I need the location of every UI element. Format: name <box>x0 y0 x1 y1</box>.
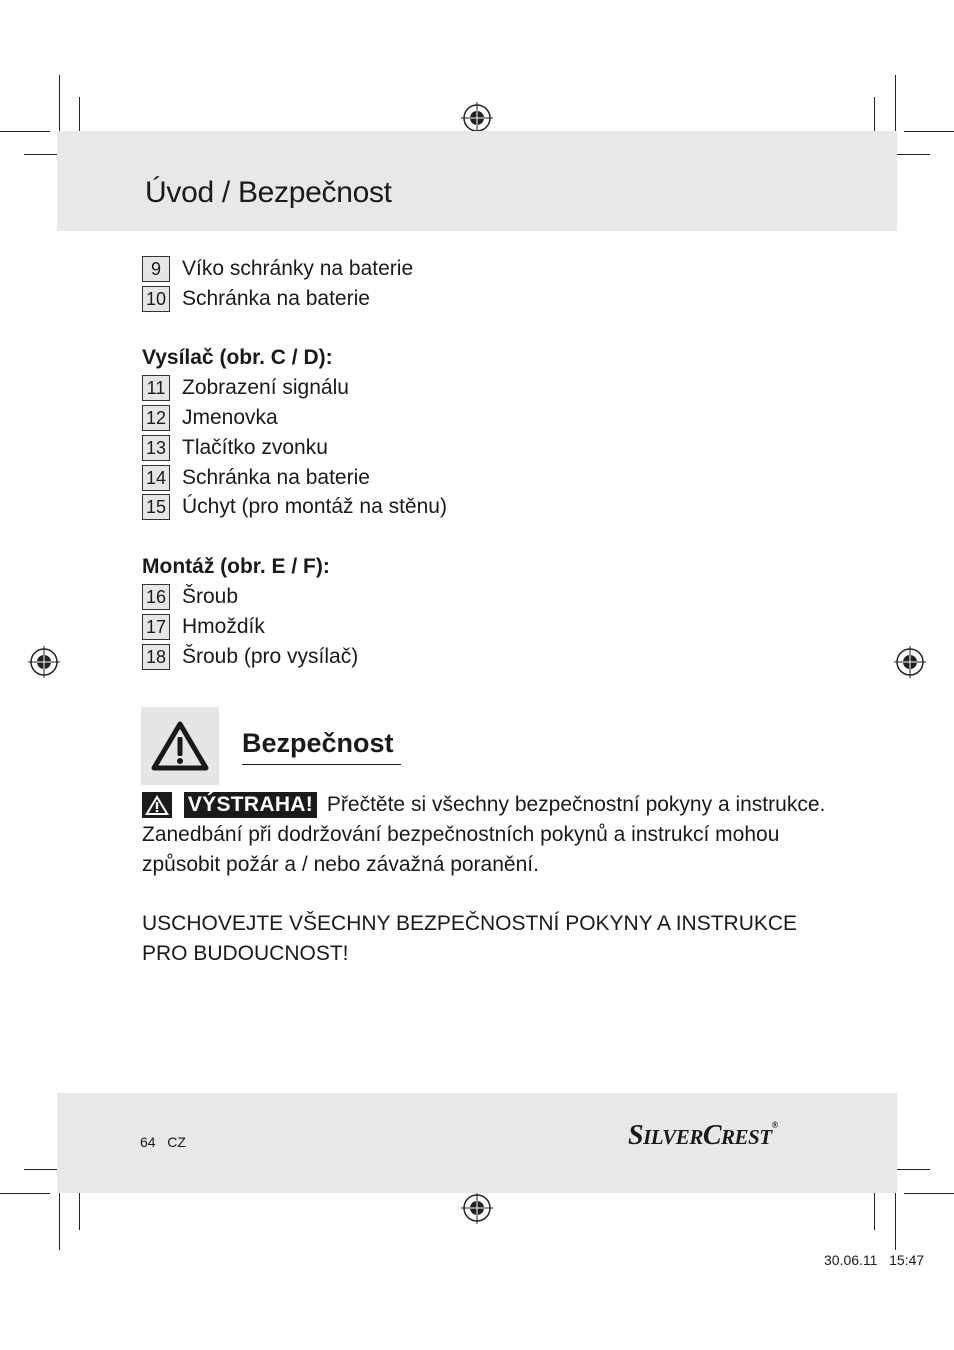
keep-instructions-line: USCHOVEJTE VŠECHNY BEZPEČNOSTNÍ POKYNY A INSTRUKCE <box>142 912 798 935</box>
warning-paragraph-line: Zanedbání při dodržování bezpečnostních pokynů a instrukcí mohou <box>142 823 780 846</box>
warning-paragraph-line <box>142 792 825 818</box>
page-number: 64 <box>140 1134 156 1150</box>
item-number: 16 <box>142 584 170 610</box>
item-label: Úchyt (pro montáž na stěnu) <box>182 495 447 518</box>
language-code: CZ <box>167 1134 186 1150</box>
crop-mark <box>895 75 896 135</box>
warning-paragraph-line: způsobit požár a / nebo závažná poranění. <box>142 853 539 876</box>
registration-mark-icon <box>28 646 60 678</box>
item-label: Šroub <box>182 585 239 608</box>
crop-mark <box>0 1193 50 1194</box>
item-label: Hmoždík <box>182 615 265 638</box>
item-label: Schránka na baterie <box>182 466 370 489</box>
item-number: 15 <box>142 494 170 520</box>
list-item <box>142 614 265 640</box>
warning-triangle-icon <box>142 792 172 818</box>
item-number: 9 <box>142 256 170 282</box>
list-item <box>142 405 278 431</box>
item-number: 14 <box>142 465 170 491</box>
warning-icon-box <box>141 707 219 785</box>
item-number: 10 <box>142 286 170 312</box>
section-heading-mounting: Montáž (obr. E / F): <box>142 555 330 578</box>
item-number: 13 <box>142 435 170 461</box>
list-item <box>142 286 370 312</box>
crop-mark <box>59 75 60 135</box>
item-label: Víko schránky na baterie <box>182 257 414 280</box>
item-label: Šroub (pro vysílač) <box>182 645 359 668</box>
crop-mark <box>904 131 954 132</box>
title-underline <box>242 764 401 765</box>
keep-instructions-line: PRO BUDOUCNOST! <box>142 942 349 965</box>
list-item <box>142 465 370 491</box>
item-number: 17 <box>142 614 170 640</box>
list-item <box>142 644 358 670</box>
item-label: Jmenovka <box>182 406 278 429</box>
item-number: 12 <box>142 405 170 431</box>
section-heading-transmitter: Vysílač (obr. C / D): <box>142 346 333 369</box>
crop-mark <box>59 1190 60 1250</box>
crop-mark <box>904 1193 954 1194</box>
brand-logo: SILVERCREST® <box>628 1120 778 1151</box>
list-item <box>142 435 328 461</box>
crop-mark <box>874 1190 875 1230</box>
list-item <box>142 375 349 401</box>
item-label: Tlačítko zvonku <box>182 436 328 459</box>
print-timestamp: 30.06.11 15:47 <box>824 1252 925 1268</box>
item-label: Zobrazení signálu <box>182 376 349 399</box>
list-item <box>142 584 238 610</box>
crop-mark <box>0 131 50 132</box>
item-number: 18 <box>142 644 170 670</box>
footer-page-info <box>140 1134 186 1150</box>
list-item <box>142 494 447 520</box>
list-item <box>142 256 413 282</box>
item-number: 11 <box>142 375 170 401</box>
crop-mark <box>895 1190 896 1250</box>
warning-label: VÝSTRAHA! <box>184 792 317 818</box>
crop-mark <box>79 1190 80 1230</box>
section-title-safety: Bezpečnost <box>242 728 394 758</box>
registration-mark-icon <box>461 1192 493 1224</box>
page-title: Úvod / Bezpečnost <box>145 176 392 209</box>
registration-mark-icon <box>894 646 926 678</box>
warning-text: Přečtěte si všechny bezpečnostní pokyny a instrukce. <box>326 793 826 816</box>
registration-mark-icon <box>461 102 493 134</box>
item-label: Schránka na baterie <box>182 287 370 310</box>
warning-triangle-icon <box>150 720 210 772</box>
